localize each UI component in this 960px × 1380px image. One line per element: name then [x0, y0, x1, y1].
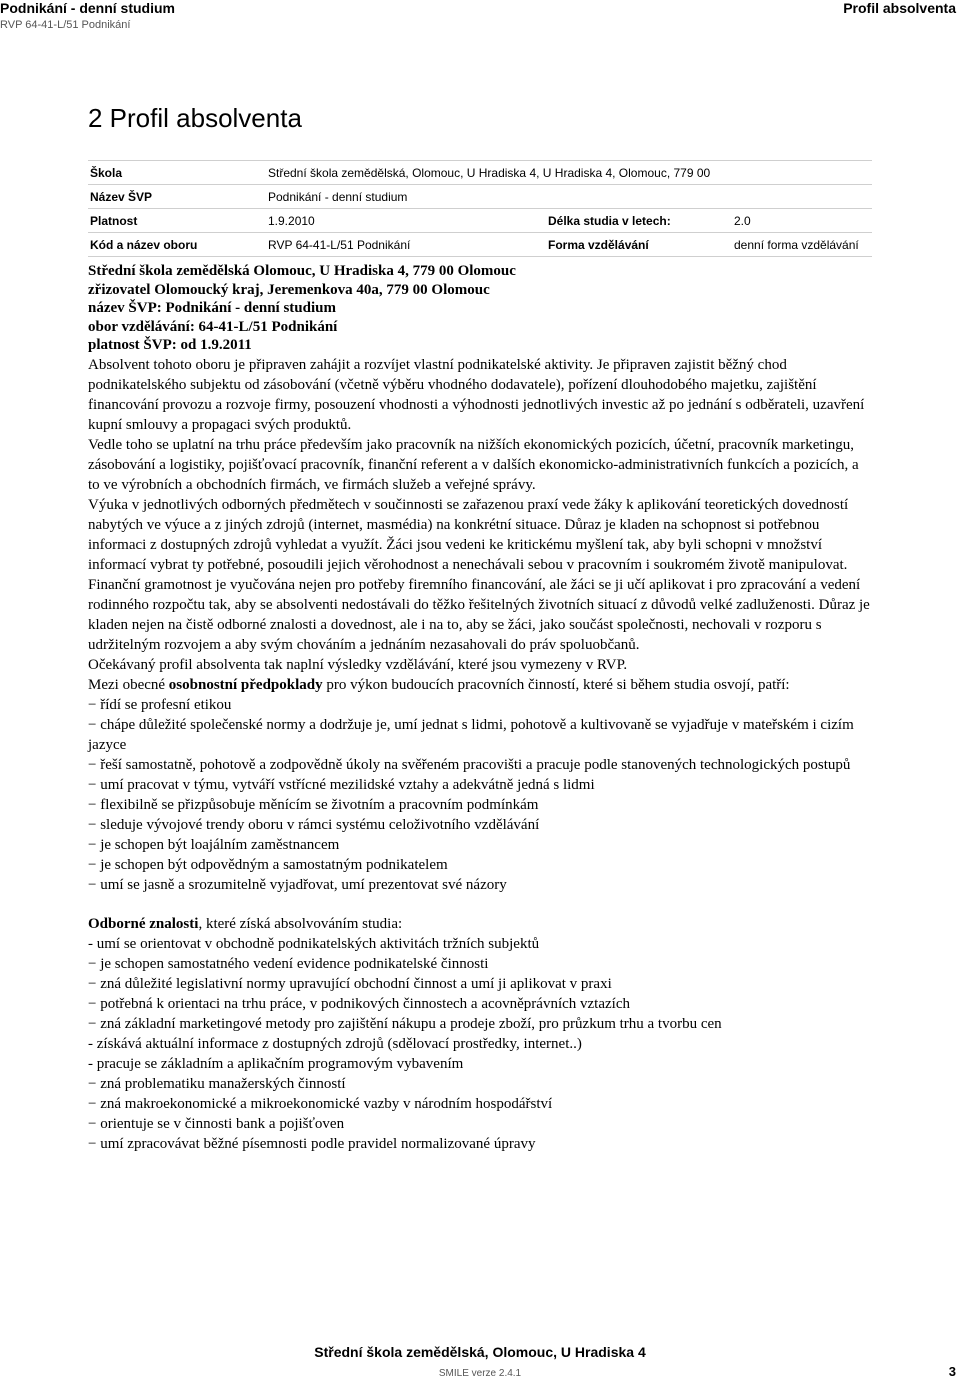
list-item: − potřebná k orientaci na trhu práce, v podnikových činnostech a acovněprávních vztazích: [88, 995, 630, 1012]
page-number: 3: [948, 1364, 956, 1379]
platnost-value: 1.9.2010: [266, 209, 546, 233]
list-item: − umí zpracovávat běžné písemnosti podle pravidel normalizované úpravy: [88, 1135, 536, 1152]
delka-value: 2.0: [732, 209, 872, 233]
paragraph: Absolvent tohoto oboru je připraven zahájit a rozvíjet vlastní podnikatelské aktivity. Je připraven zajistit běžný chod podnikatelského subjektu od zásobování (včetně výběru vhodného dodavatele), pořízení dlouhodobého majetku, zajištění financování provozu a rozvoje firmy, posouzení vhodnosti a výhodnosti jednotlivých investic až po jednání s odběrateli, uzavření kupní smlouvy a propagaci svých produktů.: [88, 356, 865, 433]
header-program-code: RVP 64-41-L/51 Podnikání: [0, 19, 131, 31]
list-item: - získává aktuální informace z dostupných zdrojů (sdělovací prostředky, internet..): [88, 1035, 582, 1052]
professional-knowledge-list: [88, 934, 872, 1154]
delka-label: Délka studia v letech:: [546, 209, 732, 233]
list-item: − umí pracovat v týmu, vytváří vstřícné mezilidské vztahy a adekvátně jedná s lidmi: [88, 776, 595, 793]
intro-pre: Mezi obecné: [88, 676, 169, 693]
paragraph: Očekávaný profil absolventa tak naplní výsledky vzdělávání, které jsou vymezeny v RVP.: [88, 656, 628, 673]
intro-bold: osobnostní předpoklady: [168, 676, 323, 693]
field-line: obor vzdělávání: 64-41-L/51 Podnikání: [88, 318, 338, 335]
list-item: − je schopen samostatného vedení evidence podnikatelské činnosti: [88, 955, 489, 972]
validity-line: platnost ŠVP: od 1.9.2011: [88, 337, 252, 353]
platnost-label: Platnost: [88, 209, 266, 233]
spacer: [88, 895, 872, 914]
forma-label: Forma vzdělávání: [546, 233, 732, 257]
footer-school: Střední škola zemědělská, Olomouc, U Hradiska 4: [314, 1344, 646, 1360]
footer-version: SMILE verze 2.4.1: [438, 1368, 522, 1379]
list-item: - umí se orientovat v obchodně podnikatelských aktivitách tržních subjektů: [88, 935, 540, 952]
table-row: [88, 209, 872, 233]
list-item: − řídí se profesní etikou: [88, 696, 232, 713]
header-program-title: Podnikání - denní studium: [0, 0, 175, 16]
school-line: Střední škola zemědělská Olomouc, U Hradiska 4, 779 00 Olomouc: [88, 263, 516, 279]
page-header-left: [0, 0, 175, 32]
list-item: − zná důležité legislativní normy upravující obchodní činnost a umí ji aplikovat v praxi: [88, 975, 612, 992]
list-item: − zná základní marketingové metody pro zajištění nákupu a prodeje zboží, pro průzkum trhu a tvorbu cen: [88, 1015, 722, 1032]
founder-line: zřizovatel Olomoucký kraj, Jeremenkova 40a, 779 00 Olomouc: [88, 281, 490, 298]
list-item: − řeší samostatně, pohotově a zodpovědně úkoly na svěřeném pracovišti a pracuje podle stanovených technologických postupů: [88, 756, 851, 773]
kod-label: Kód a název oboru: [88, 233, 266, 257]
school-block: [88, 262, 872, 355]
list-item: − je schopen být loajálním zaměstnancem: [88, 836, 340, 853]
school-info-table: [88, 160, 872, 257]
personal-prerequisites-intro: [88, 675, 872, 695]
professional-knowledge-intro: [88, 914, 872, 934]
paragraph: Vedle toho se uplatní na trhu práce především jako pracovník na nižších ekonomických pozicích, účetní, pracovník marketingu, zásobování a logistiky, pojišťovací pracovník, finanční referent a v dalších ekonomicko-administrativních funkcích a pozicích, a to ve výrobních a obchodních firmách, ve firmách služeb a veřejné správy.: [88, 436, 859, 493]
intro-post: pro výkon budoucích pracovních činností, které si během studia osvojí, patří:: [322, 676, 790, 693]
list-item: − orientuje se v činnosti bank a pojišťoven: [88, 1115, 345, 1132]
table-row: [88, 185, 872, 209]
header-section-name: Profil absolventa: [843, 0, 956, 16]
svp-name-line: název ŠVP: Podnikání - denní studium: [88, 300, 336, 316]
paragraph: Výuka v jednotlivých odborných předmětech v součinnosti se zařazenou praxí vede žáky k aplikování teoretických dovedností nabytých ve výuce a z jiných zdrojů (internet, masmédia) na konkrétní situace. Důraz je kladen na schopnost si potřebnou informaci z dostupných zdrojů vyhledat a využít. Žáci jsou vedeni ke kritickému myšlení tak, aby byli schopni v množství informací vybrat ty potřebné, posoudili jejich věrohodnost a nenechávali sebou v pracovním i soukromém životě manipulovat. Finanční gramotnost je vyučována nejen pro potřeby firemního financování, ale žáci se ji učí aplikovat i pro zpracování a vedení rodinného rozpočtu tak, aby se absolventi nedostávali do těžko řešitelných životních situací z důvodů velké zadluženosti. Důraz je kladen nejen na čistě odborné znalosti a dovednost, ale i na to, aby se žáci, jako součást společnosti, nechovali v rozporu s udržitelným rozvojem a aby svým chováním a jednáním nezasahovali do práv spoluobčanů.: [88, 496, 870, 653]
skola-value: Střední škola zemědělská, Olomouc, U Hradiska 4, U Hradiska 4, Olomouc, 779 00: [266, 161, 872, 185]
section-title: 2 Profil absolventa: [88, 103, 302, 133]
list-item: − je schopen být odpovědným a samostatným podnikatelem: [88, 856, 448, 873]
forma-value: denní forma vzdělávání: [732, 233, 872, 257]
list-item: − sleduje vývojové trendy oboru v rámci systému celoživotního vzdělávání: [88, 816, 540, 833]
list-item: − zná problematiku manažerských činností: [88, 1075, 346, 1092]
intro-bold: Odborné znalosti: [88, 915, 199, 932]
profile-content: [88, 262, 872, 1154]
list-item: − zná makroekonomické a mikroekonomické vazby v národním hospodářství: [88, 1095, 553, 1112]
kod-value: RVP 64-41-L/51 Podnikání: [266, 233, 546, 257]
nazev-value: Podnikání - denní studium: [266, 185, 872, 209]
list-item: − chápe důležité společenské normy a dodržuje je, umí jednat s lidmi, pohotově a kultivovaně se vyjadřuje v mateřském i cizím jazyce: [88, 716, 854, 753]
list-item: − flexibilně se přizpůsobuje měnícím se životním a pracovním podmínkám: [88, 796, 539, 813]
list-item: − umí se jasně a srozumitelně vyjadřovat, umí prezentovat své názory: [88, 876, 507, 893]
skola-label: Škola: [88, 161, 266, 185]
list-item: - pracuje se základním a aplikačním programovým vybavením: [88, 1055, 464, 1072]
nazev-label: Název ŠVP: [88, 185, 266, 209]
table-row: [88, 233, 872, 257]
table-row: [88, 161, 872, 185]
personal-prerequisites-list: [88, 695, 872, 895]
intro-post: , které získá absolvováním studia:: [198, 915, 403, 932]
